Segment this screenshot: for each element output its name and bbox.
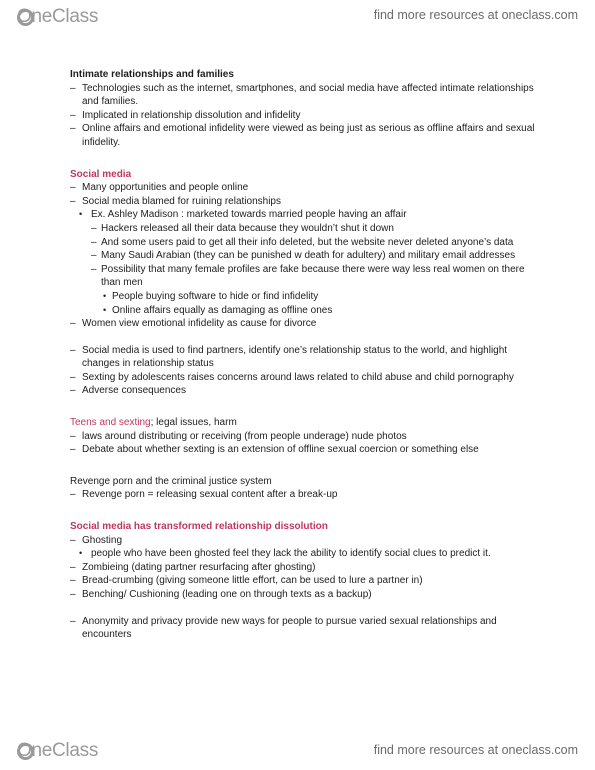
list-item: – Sexting by adolescents raises concerns around laws related to child abuse and child pornography [70,371,514,383]
dash-bullet: – [70,195,76,207]
dash-bullet: – [70,82,76,94]
list-item: – Anonymity and privacy provide new ways for people to pursue varied sexual relationships and encounters [70,615,497,641]
dash-bullet: – [70,109,76,121]
list-item: – Women view emotional infidelity as cause for divorce [70,318,317,330]
dash-bullet: – [70,444,76,456]
dash-bullet: – [70,489,76,501]
list-item: – Revenge porn = releasing sexual content after a break-up [70,489,338,501]
list-item: – Many opportunities and people online [70,182,249,194]
dash-bullet: – [70,561,76,573]
dash-bullet: – [91,222,97,234]
dot-bullet: • [79,548,83,559]
list-item: – Zombieing (dating partner resurfacing after ghosting) [70,561,316,573]
logo-text: OneClass [17,740,99,761]
dot-bullet: • [103,304,107,315]
section-heading-intimate-relationships: Intimate relationships and families [70,69,234,80]
list-item: – Debate about whether sexting is an extension of offline sexual coercion or something else [70,444,479,456]
oneclass-logo-footer[interactable] [17,740,98,762]
dash-bullet: – [91,263,97,275]
list-item: – Benching/ Cushioning (leading one on through texts as a backup) [70,589,372,600]
list-item: – Online affairs and emotional infidelity were viewed as being just as serious as offline affairs and sexual infidelity. [70,123,535,148]
dash-bullet: – [70,123,76,135]
dash-bullet: – [70,615,76,627]
list-item: – Social media blamed for ruining relationships [70,195,281,207]
dash-bullet: – [70,575,76,587]
section-heading-relationship-dissolution: Social media has transformed relationship dissolution [70,521,328,533]
dash-bullet: – [70,371,76,383]
list-item: • people who have been ghosted feel they lack the ability to identify social clues to predict it. [79,548,491,560]
resources-link-bottom[interactable]: find more resources at oneclass.com [373,743,578,757]
list-item: – Social media is used to find partners, identify one’s relationship status to the world, and highlight changes in relationship status [70,344,508,370]
section-heading-revenge-porn: Revenge porn and the criminal justice system [70,475,272,487]
list-item: • Online affairs equally as damaging as offline ones [103,304,333,316]
logo-circle-icon [17,9,34,26]
list-item: – laws around distributing or receiving (from people underage) nude photos [70,430,407,442]
dash-bullet: – [70,534,76,546]
dash-bullet: – [70,430,76,442]
dash-bullet: – [70,589,76,600]
dash-bullet: – [91,236,97,248]
list-item: – Implicated in relationship dissolution and infidelity [70,109,301,121]
dash-bullet: – [70,182,76,194]
oneclass-logo[interactable] [17,6,98,28]
list-item: – Possibility that many female profiles are fake because there were way less real women on there than men [91,263,525,289]
dash-bullet: – [70,344,76,356]
list-item: – Hackers released all their data because they wouldn’t shut it down [91,222,394,234]
dash-bullet: – [70,318,76,330]
list-item: – Many Saudi Arabian (they can be punished w death for adultery) and military email addresses [91,250,516,262]
list-item: • People buying software to hide or find infidelity [103,290,319,302]
list-item: – Technologies such as the internet, smartphones, and social media have affected intimate relationships and families. [70,82,534,108]
list-item: – And some users paid to get all their info deleted, but the website never deleted anyone’s data [91,236,514,248]
dot-bullet: • [103,290,107,301]
dash-bullet: – [70,385,76,397]
logo-text: OneClass [17,6,99,27]
dot-bullet: • [79,209,83,220]
section-heading-social-media: Social media [70,168,132,180]
list-item: – Adverse consequences [70,385,186,397]
resources-link-top[interactable]: find more resources at oneclass.com [373,8,578,22]
dash-bullet: – [91,250,97,262]
list-item: – Bread-crumbing (giving someone little effort, can be used to lure a partner in) [70,575,423,587]
document-body [70,68,540,642]
list-item: • Ex. Ashley Madison : marketed towards married people having an affair [79,209,407,221]
section-heading-teens-sexting: Teens and sexting; legal issues, harm [70,417,237,429]
list-item: – Ghosting [70,534,123,546]
logo-circle-icon [17,743,34,760]
